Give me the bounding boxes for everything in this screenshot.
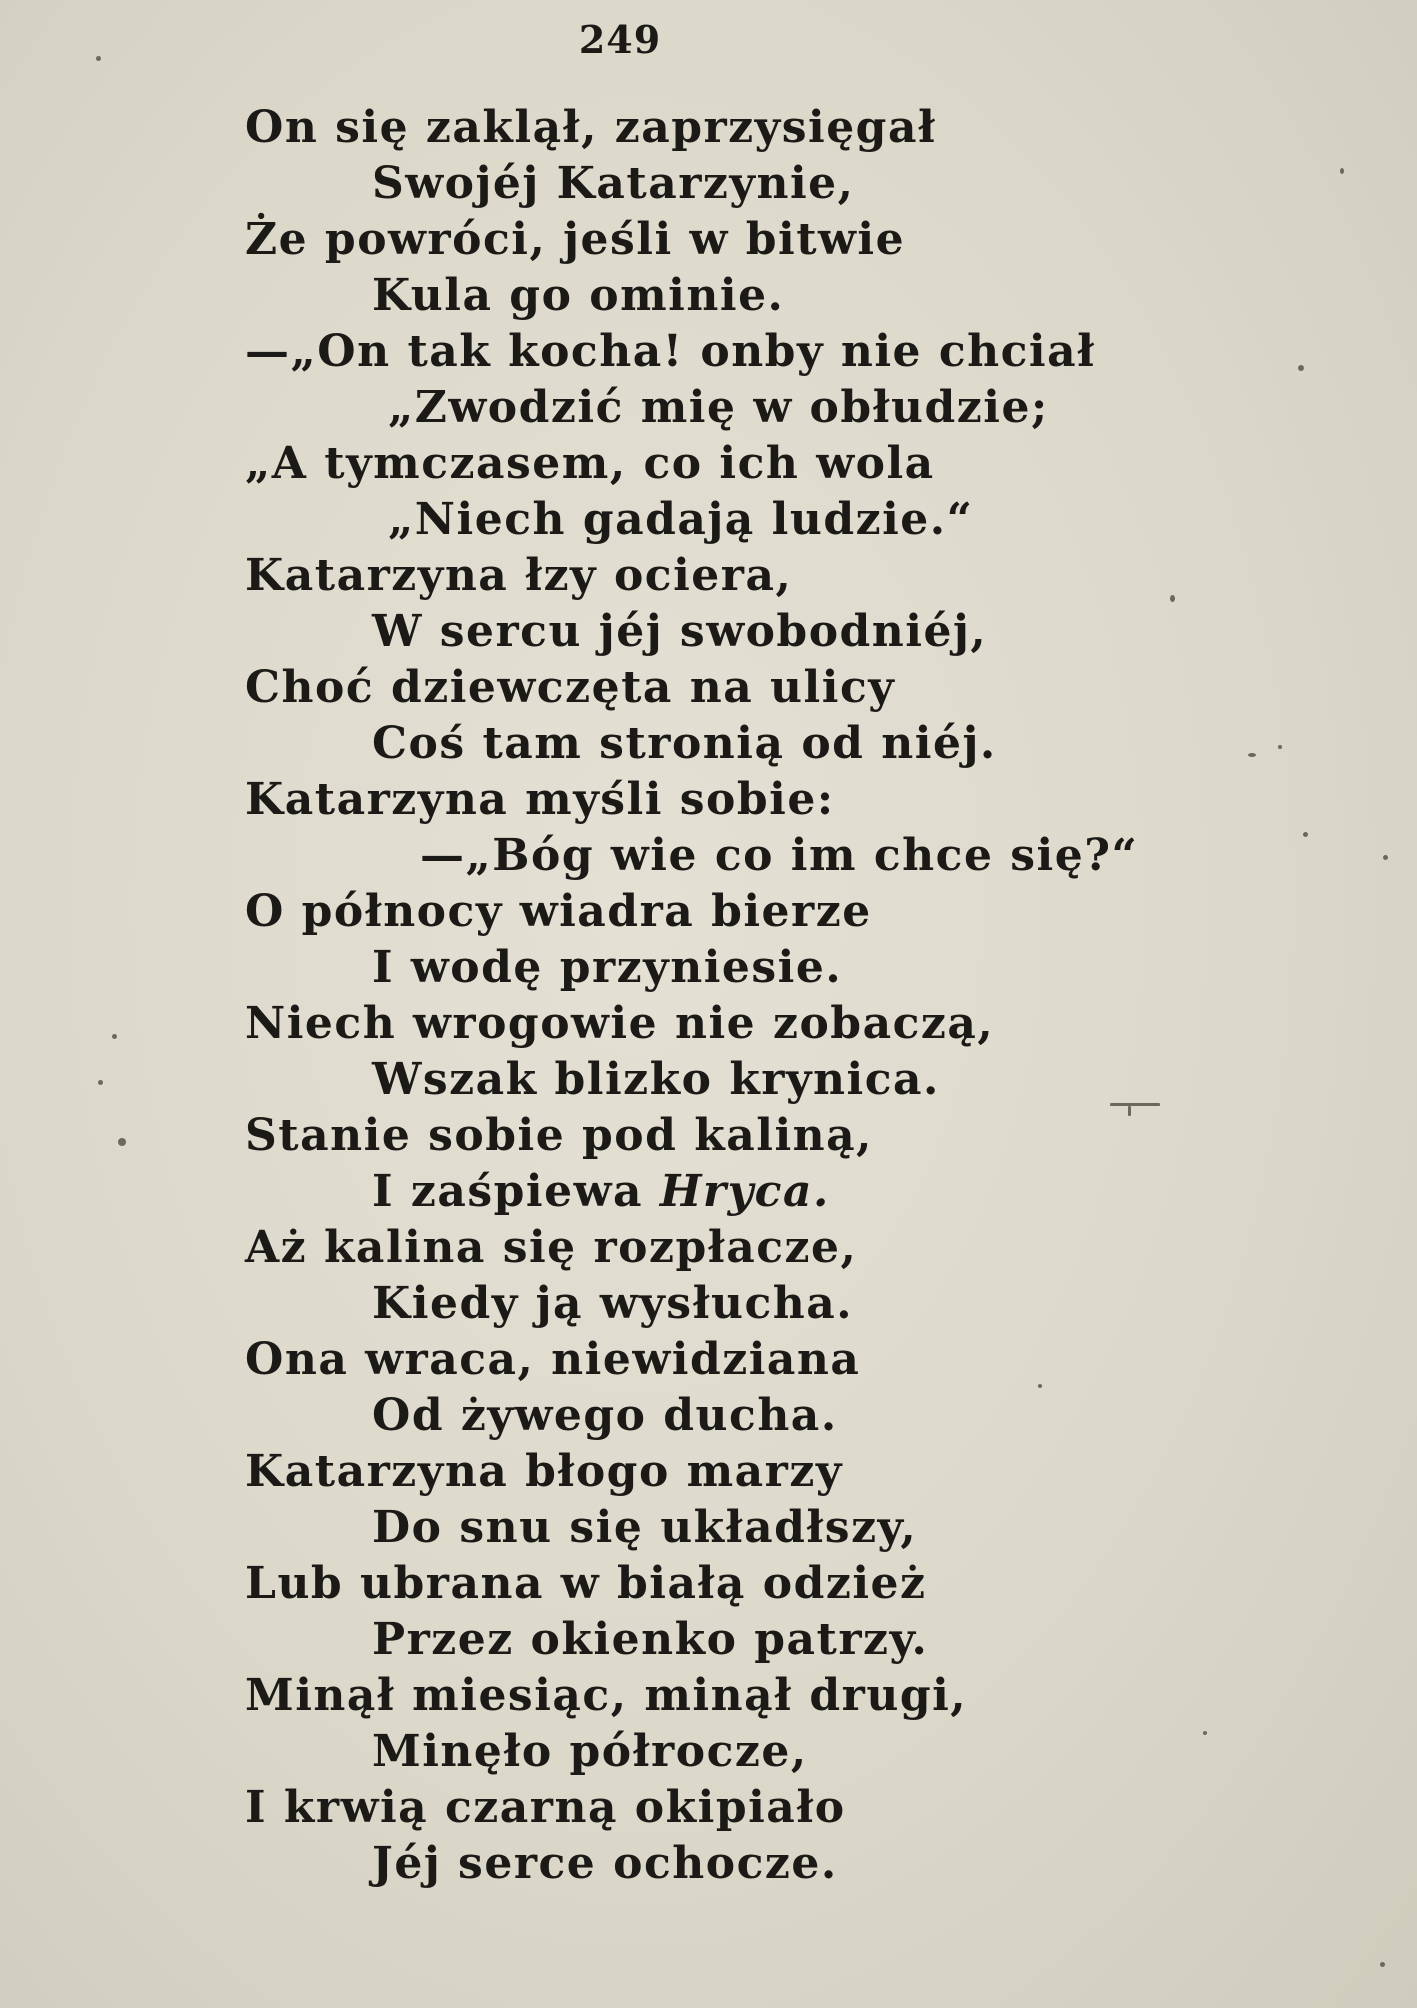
poem-line: Coś tam stronią od niéj. <box>372 718 997 769</box>
poem-line: Kiedy ją wysłucha. <box>372 1278 854 1329</box>
paper-speck <box>118 1138 126 1146</box>
paper-speck <box>1303 832 1308 837</box>
poem-line: Do snu się układłszy, <box>372 1502 918 1553</box>
paper-speck <box>1110 1103 1160 1106</box>
paper-speck <box>1038 1384 1042 1388</box>
poem-line: „A tymczasem, co ich wola <box>245 438 935 489</box>
poem-line: Ona wraca, niewidziana <box>245 1334 861 1385</box>
poem-line: Katarzyna myśli sobie: <box>245 774 835 825</box>
poem-line: Aż kalina się rozpłacze, <box>245 1222 858 1273</box>
paper-speck <box>1203 1731 1207 1735</box>
poem-line: Niech wrogowie nie zobaczą, <box>245 998 995 1049</box>
poem-line: Że powróci, jeśli w bitwie <box>245 214 906 265</box>
paper-speck <box>1128 1106 1131 1116</box>
poem-line: Wszak blizko krynica. <box>372 1054 940 1105</box>
poem-line: Minął miesiąc, minął drugi, <box>245 1670 968 1721</box>
poem-italic-word: Hryca. <box>659 1166 830 1217</box>
poem-line-text: I zaśpiewa <box>372 1166 660 1217</box>
paper-speck <box>1278 745 1282 749</box>
paper-speck <box>1248 753 1256 757</box>
poem-line: Minęło półrocze, <box>372 1726 808 1777</box>
paper-speck <box>112 1034 117 1039</box>
poem-line: Przez okienko patrzy. <box>372 1614 929 1665</box>
poem-line: Swojéj Katarzynie, <box>372 158 855 209</box>
poem-line <box>372 1164 830 1220</box>
poem-line: Jéj serce ochocze. <box>372 1838 838 1889</box>
poem-line: Katarzyna łzy ociera, <box>245 550 793 601</box>
page-number: 249 <box>578 17 662 62</box>
poem-line: Od żywego ducha. <box>372 1390 838 1441</box>
poem-line: Kula go ominie. <box>372 270 785 321</box>
poem-line: I wodę przyniesie. <box>372 942 843 993</box>
poem-line: —„On tak kocha! onby nie chciał <box>245 326 1096 377</box>
paper-speck <box>1298 365 1304 371</box>
poem-line: „Niech gadają ludzie.“ <box>388 494 974 545</box>
poem-line: Katarzyna błogo marzy <box>245 1446 843 1497</box>
poem-line: I krwią czarną okipiało <box>245 1782 846 1833</box>
poem-line: Choć dziewczęta na ulicy <box>245 662 896 713</box>
paper-speck <box>98 1080 103 1085</box>
paper-speck <box>96 56 101 61</box>
poem-line: —„Bóg wie co im chce się?“ <box>420 830 1139 881</box>
poem-line: Lub ubrana w białą odzież <box>245 1558 927 1609</box>
paper-speck <box>1380 1962 1385 1967</box>
poem-line: O północy wiadra bierze <box>245 886 872 937</box>
poem-line: On się zaklął, zaprzysięgał <box>245 102 937 153</box>
poem-line: „Zwodzić mię w obłudzie; <box>388 382 1049 433</box>
poem-line: Stanie sobie pod kaliną, <box>245 1110 873 1161</box>
poem-line: W sercu jéj swobodniéj, <box>372 606 988 657</box>
paper-speck <box>1170 595 1175 602</box>
paper-speck <box>1383 855 1388 860</box>
paper-speck <box>1340 168 1344 174</box>
